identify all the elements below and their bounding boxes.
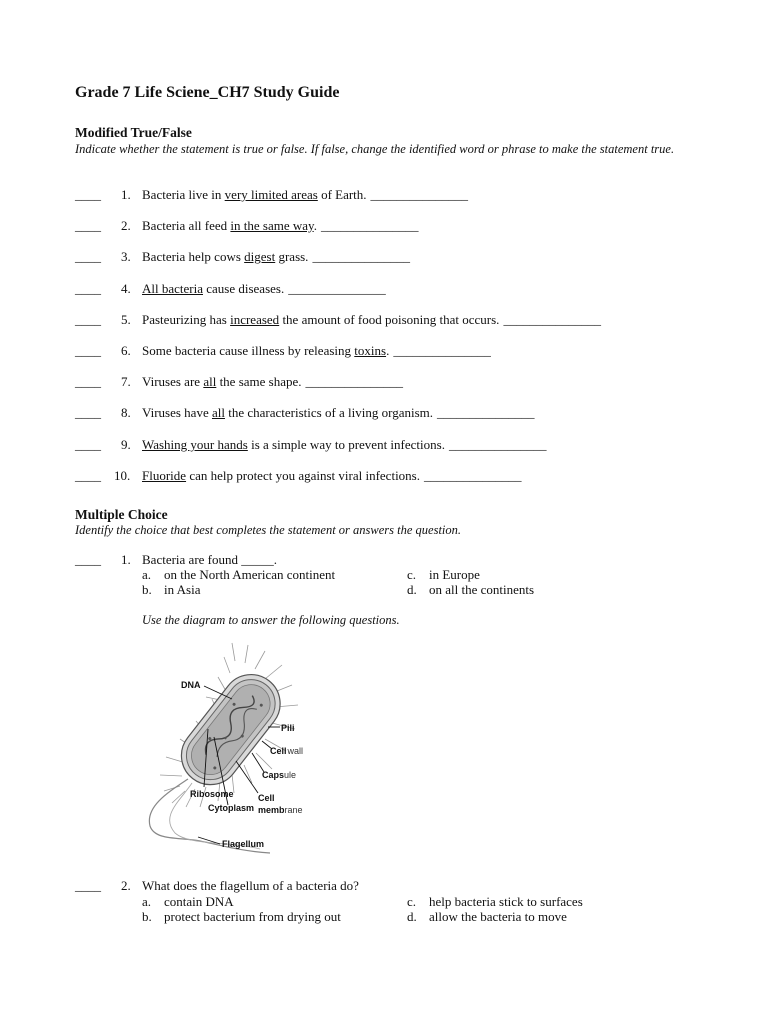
question-stem: Bacteria are found _____.	[142, 552, 278, 567]
correction-blank[interactable]: _______________	[370, 187, 469, 202]
identified-phrase: increased	[230, 312, 280, 327]
question-number: 7.	[121, 374, 131, 389]
label-cytoplasm: Cytoplasm	[208, 803, 255, 813]
question-text	[142, 186, 468, 204]
answer-blank[interactable]: ____	[75, 249, 101, 264]
label-cell-membrane-top: Cell	[258, 793, 275, 803]
question-number: 2.	[121, 218, 131, 233]
answer-blank[interactable]: ____	[75, 218, 101, 233]
correction-blank[interactable]: _______________	[312, 249, 410, 264]
answer-blank[interactable]: ____	[75, 281, 101, 296]
statement-text: Viruses have	[142, 405, 212, 420]
identified-phrase: all	[203, 374, 217, 389]
option-text: in Asia	[164, 582, 201, 597]
label-cell-wall: Cellwall	[270, 746, 304, 756]
answer-blank[interactable]: ____	[75, 187, 101, 202]
answer-blank[interactable]: ____	[75, 878, 101, 893]
question-text	[142, 467, 522, 485]
answer-blank[interactable]: ____	[75, 374, 101, 389]
option-text: on all the continents	[429, 582, 535, 597]
statement-text: .	[313, 218, 317, 233]
mc2-option-c[interactable]	[407, 894, 583, 909]
identified-phrase: all	[211, 405, 225, 420]
question-text	[142, 217, 418, 235]
option-letter: a.	[142, 567, 152, 582]
label-flagellum: Flagellum	[222, 839, 265, 849]
question-number: 6.	[121, 343, 131, 358]
mc1-option-b[interactable]	[142, 582, 200, 597]
correction-blank[interactable]: _______________	[320, 218, 419, 233]
question-number: 2.	[121, 878, 131, 893]
mc2-option-b[interactable]	[142, 909, 341, 924]
question-number: 1.	[121, 187, 131, 202]
option-letter: d.	[407, 582, 417, 597]
option-letter: c.	[407, 894, 417, 909]
label-membrane: membrane	[258, 805, 303, 815]
tf-question	[75, 404, 715, 422]
mc1-option-c[interactable]	[407, 567, 480, 582]
correction-blank[interactable]: _______________	[424, 468, 522, 483]
mc-question-2	[75, 877, 715, 895]
identified-phrase: All bacteria	[142, 281, 203, 296]
answer-blank[interactable]: ____	[75, 405, 101, 420]
option-letter: b.	[142, 909, 152, 924]
option-letter: d.	[407, 909, 417, 924]
option-text: protect bacterium from drying out	[164, 909, 341, 924]
question-number: 9.	[121, 437, 131, 452]
statement-text: Bacteria help cows	[142, 249, 245, 264]
question-number: 5.	[121, 312, 131, 327]
mc-instructions: Identify the choice that best completes the statement or answers the question.	[75, 523, 462, 537]
mc1-option-d[interactable]	[407, 582, 534, 597]
label-pili: Pili	[281, 723, 295, 733]
statement-text: of Earth.	[317, 187, 367, 202]
question-text	[142, 342, 491, 360]
document-title: Grade 7 Life Sciene_CH7 Study Guide	[75, 84, 340, 101]
identified-phrase: very limited areas	[224, 187, 318, 202]
question-text	[142, 311, 601, 329]
answer-blank[interactable]: ____	[75, 343, 101, 358]
question-number: 3.	[121, 249, 131, 264]
statement-text: grass.	[275, 249, 309, 264]
option-letter: b.	[142, 582, 152, 597]
statement-text: the same shape.	[216, 374, 302, 389]
label-capsule: Capsule	[262, 770, 297, 780]
answer-blank[interactable]: ____	[75, 468, 101, 483]
tf-question	[75, 342, 715, 360]
question-number: 10.	[114, 468, 131, 483]
mc1-option-a[interactable]	[142, 567, 335, 582]
correction-blank[interactable]: _______________	[393, 343, 491, 358]
label-ribosome: Ribosome	[190, 789, 234, 799]
option-letter: c.	[407, 567, 417, 582]
tf-section-heading: Modified True/False	[75, 125, 192, 140]
identified-phrase: digest	[244, 249, 276, 264]
question-text	[142, 373, 403, 391]
option-text: on the North American continent	[164, 567, 336, 582]
option-text: help bacteria stick to surfaces	[429, 894, 583, 909]
statement-text: is a simple way to prevent infections.	[247, 437, 445, 452]
mc2-option-d[interactable]	[407, 909, 567, 924]
option-text: allow the bacteria to move	[429, 909, 567, 924]
bacterium-diagram	[140, 641, 310, 866]
statement-text: cause diseases.	[203, 281, 285, 296]
question-text	[142, 404, 535, 422]
diagram-instruction: Use the diagram to answer the following questions.	[142, 613, 400, 627]
statement-text: Bacteria live in	[142, 187, 225, 202]
question-number: 4.	[121, 281, 131, 296]
tf-question	[75, 311, 715, 329]
question-text	[142, 248, 410, 266]
option-text: in Europe	[429, 567, 480, 582]
option-letter: a.	[142, 894, 152, 909]
tf-question	[75, 373, 715, 391]
question-text	[142, 280, 386, 298]
tf-question	[75, 186, 715, 204]
answer-blank[interactable]: ____	[75, 312, 101, 327]
tf-question	[75, 467, 715, 485]
statement-text: can help protect you against viral infections.	[186, 468, 420, 483]
question-stem: What does the flagellum of a bacteria do?	[142, 878, 359, 893]
identified-phrase: toxins	[354, 343, 387, 358]
answer-blank[interactable]: ____	[75, 552, 101, 567]
statement-text: the amount of food poisoning that occurs.	[279, 312, 500, 327]
mc-section-heading: Multiple Choice	[75, 507, 168, 522]
tf-question	[75, 436, 715, 454]
tf-question	[75, 217, 715, 235]
statement-text: Viruses are	[142, 374, 204, 389]
label-dna: DNA	[181, 680, 201, 690]
correction-blank[interactable]: _______________	[305, 374, 404, 389]
tf-question	[75, 248, 715, 266]
statement-text: Bacteria all feed	[142, 218, 231, 233]
tf-instructions: Indicate whether the statement is true or false. If false, change the identified word or phrase to make the statement true.	[75, 142, 675, 156]
identified-phrase: in the same way	[230, 218, 314, 233]
correction-blank[interactable]: _______________	[437, 405, 535, 420]
statement-text: .	[386, 343, 390, 358]
question-text	[142, 436, 546, 454]
statement-text: Some bacteria cause illness by releasing	[142, 343, 355, 358]
question-number: 1.	[121, 552, 131, 567]
correction-blank[interactable]: _______________	[448, 437, 547, 452]
correction-blank[interactable]: _______________	[503, 312, 601, 327]
identified-phrase: Fluoride	[142, 468, 187, 483]
answer-blank[interactable]: ____	[75, 437, 101, 452]
option-text: contain DNA	[164, 894, 234, 909]
correction-blank[interactable]: _______________	[288, 281, 386, 296]
question-number: 8.	[121, 405, 131, 420]
tf-question	[75, 280, 715, 298]
statement-text: Pasteurizing has	[142, 312, 231, 327]
identified-phrase: Washing your hands	[142, 437, 248, 452]
mc2-option-a[interactable]	[142, 894, 234, 909]
statement-text: the characteristics of a living organism.	[224, 405, 434, 420]
